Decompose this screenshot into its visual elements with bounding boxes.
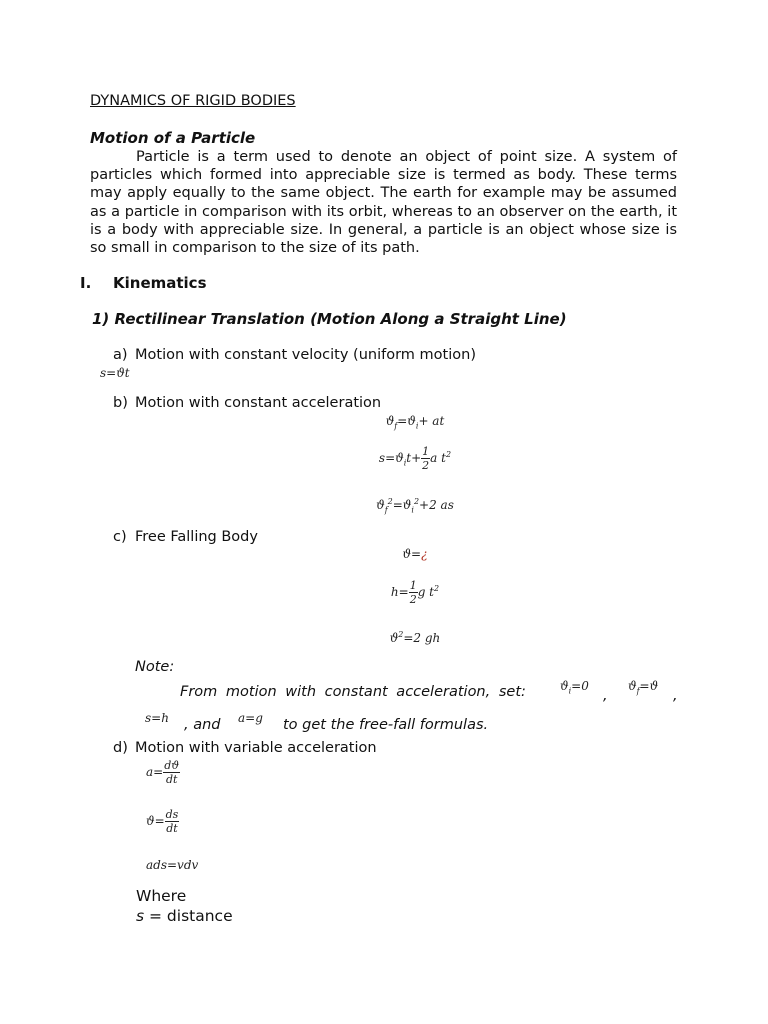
s-symbol: s [136, 907, 145, 925]
equation-free-fall-height: h= $\frac{1}{2}$ g $t^2$ [390, 579, 440, 606]
intro-paragraph-text: Particle is a term used to denote an object of point size. A system of particles which formed into appreciable size is termed as body. These terms may apply equally to the same object. The earth for example may be assumed as a particle in comparison with its orbit, whereas to an observer on the earth, it is a body with appreciable size. In general, a particle is an object whose size is so small in comparison to the size of its path. [90, 149, 677, 257]
note-label: Note: [135, 659, 175, 675]
item-b-text: Motion with constant acceleration [135, 395, 382, 411]
where-label: Where [136, 887, 187, 905]
item-a-marker: a) [113, 347, 128, 363]
item-a-text: Motion with constant velocity (uniform motion) [135, 347, 476, 363]
equation-displacement: $s=ϑ_it+$ $\frac{1}{2}$ a $t^2$ [378, 445, 452, 472]
item-c-text: Free Falling Body [135, 529, 258, 545]
equation-s-equals-h: s=h [145, 711, 169, 725]
equation-final-velocity: $ϑ_f=ϑ_i+$ at [385, 414, 445, 431]
note-comma-2: , [673, 688, 678, 704]
note-comma-1: , [603, 688, 608, 704]
equation-free-fall-velocity-squared: $ϑ^2=2$ gh [389, 630, 441, 645]
note-text-line1: From motion with constant acceleration, set: [180, 684, 526, 700]
item-d-marker: d) [113, 740, 128, 756]
note-and-text: , and [184, 717, 221, 733]
equation-ads-vdv: ads=vdv [146, 858, 199, 872]
motion-heading: Motion of a Particle [90, 129, 256, 147]
item-b-marker: b) [113, 395, 128, 411]
note-tail-text: to get the free-fall formulas. [283, 717, 489, 733]
distance-definition-text: = distance [149, 907, 233, 925]
item-d-text: Motion with variable acceleration [135, 740, 377, 756]
item-c-marker: c) [113, 529, 127, 545]
section-title: Kinematics [113, 274, 207, 292]
section-number: I. [80, 274, 92, 292]
equation-acceleration-derivative: a= $\frac{dϑ}{dt}$ [146, 759, 180, 786]
equation-velocity-squared: $ϑ_f^2=ϑ_i^2+2$ as [376, 497, 454, 515]
equation-a-equals-g: a=g [238, 711, 263, 725]
distance-definition [136, 907, 233, 925]
equation-final-velocity-v: $ϑ_f=ϑ$ [628, 679, 659, 696]
equation-initial-velocity-zero: $ϑ_i=0$ [560, 679, 589, 696]
equation-free-fall-velocity: ϑ=¿ [402, 547, 428, 561]
document-title: DYNAMICS OF RIGID BODIES [90, 93, 296, 109]
equation-uniform-motion: s=ϑt [100, 366, 130, 380]
subsection-heading: 1) Rectilinear Translation (Motion Along a Straight Line) [92, 310, 567, 328]
equation-velocity-derivative: ϑ= $\frac{ds}{dt}$ [146, 808, 179, 835]
intro-paragraph [90, 148, 677, 257]
